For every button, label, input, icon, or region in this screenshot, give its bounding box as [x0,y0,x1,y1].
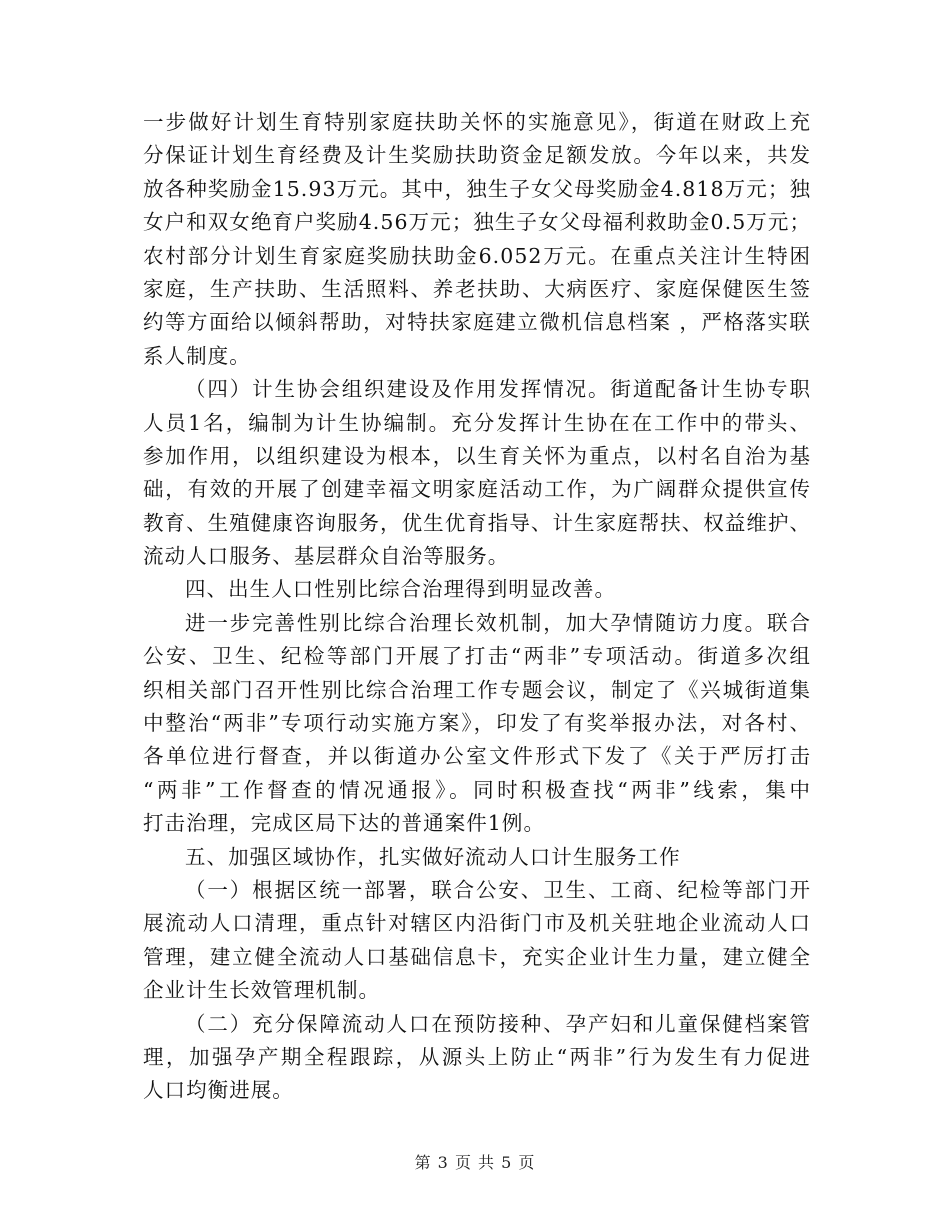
text-line: 四、出生人口性别比综合治理得到明显改善。 [185,577,616,602]
text-line: 织相关部门召开性别比综合治理工作专题会议，制定了《兴城街道集 [143,677,811,702]
paragraph-floating-population-cleanup [143,874,811,1008]
text-line: （四）计生协会组织建设及作用发挥情况。街道配备计生协专职 [185,377,811,402]
paragraph-floating-population-health [143,1008,811,1108]
text-line: 系人制度。 [143,343,251,368]
paragraph-subsidy-funds [143,106,811,373]
text-line: 参加作用，以组织建设为根本，以生育关怀为重点，以村名自治为基 [143,443,811,468]
text-line: 一步做好计划生育特别家庭扶助关怀的实施意见》，街道在财政上充 [143,110,811,134]
text-line: （一）根据区统一部署，联合公安、卫生、工商、纪检等部门开 [185,877,811,902]
text-line: 农村部分计划生育家庭奖励扶助金6.052万元。在重点关注计生特困 [143,243,811,268]
text-line: “两非”工作督查的情况通报》。同时积极查找“两非”线索，集中 [143,777,811,802]
text-line: 进一步完善性别比综合治理长效机制，加大孕情随访力度。联合 [185,610,811,635]
text-line: 公安、卫生、纪检等部门开展了打击“两非”专项活动。街道多次组 [143,644,811,669]
text-line: （二）充分保障流动人口在预防接种、孕产妇和儿童保健档案管 [185,1011,811,1036]
text-line: 中整治“两非”专项行动实施方案》，印发了有奖举报办法，对各村、 [143,711,811,736]
text-line: 人员1名，编制为计生协编制。充分发挥计生协在在工作中的带头、 [143,410,811,435]
text-line: 各单位进行督查，并以街道办公室文件形式下发了《关于严厉打击 [143,744,811,769]
text-line: 打击治理，完成区局下达的普通案件1例。 [143,811,545,836]
text-line: 教育、生殖健康咨询服务，优生优育指导、计生家庭帮扶、权益维护、 [143,510,812,535]
text-line: 女户和双女绝育户奖励4.56万元；独生子女父母福利救助金0.5万元； [143,210,811,235]
text-line: 家庭，生产扶助、生活照料、养老扶助、大病医疗、家庭保健医生签 [143,276,811,301]
text-line: 流动人口服务、基层群众自治等服务。 [143,544,510,569]
text-line: 理，加强孕产期全程跟踪，从源头上防止“两非”行为发生有力促进 [143,1044,811,1069]
text-line: 企业计生长效管理机制。 [143,978,381,1003]
text-line: 人口均衡进展。 [143,1078,294,1103]
section-heading-floating-population [143,841,811,874]
text-line: 约等方面给以倾斜帮助，对特扶家庭建立微机信息档案 ，严格落实联 [143,310,811,335]
text-line: 管理，建立健全流动人口基础信息卡，充实企业计生力量，建立健全 [143,944,811,969]
page-number-footer: 第 3 页 共 5 页 [414,1153,536,1172]
paragraph-sex-ratio-governance [143,607,811,841]
text-line: 展流动人口清理，重点针对辖区内沿街门市及机关驻地企业流动人口 [143,911,811,936]
text-line: 础，有效的开展了创建幸福文明家庭活动工作，为广阔群众提供宣传 [143,477,811,502]
text-line: 五、加强区域协作，扎实做好流动人口计生服务工作 [185,844,681,869]
document-body [143,106,811,1108]
text-line: 分保证计划生育经费及计生奖励扶助资金足额发放。今年以来，共发 [143,143,811,168]
section-heading-sex-ratio [143,573,811,606]
paragraph-association-building [143,373,811,573]
text-line: 放各种奖励金15.93万元。其中，独生子女父母奖励金4.818万元；独 [143,176,811,201]
